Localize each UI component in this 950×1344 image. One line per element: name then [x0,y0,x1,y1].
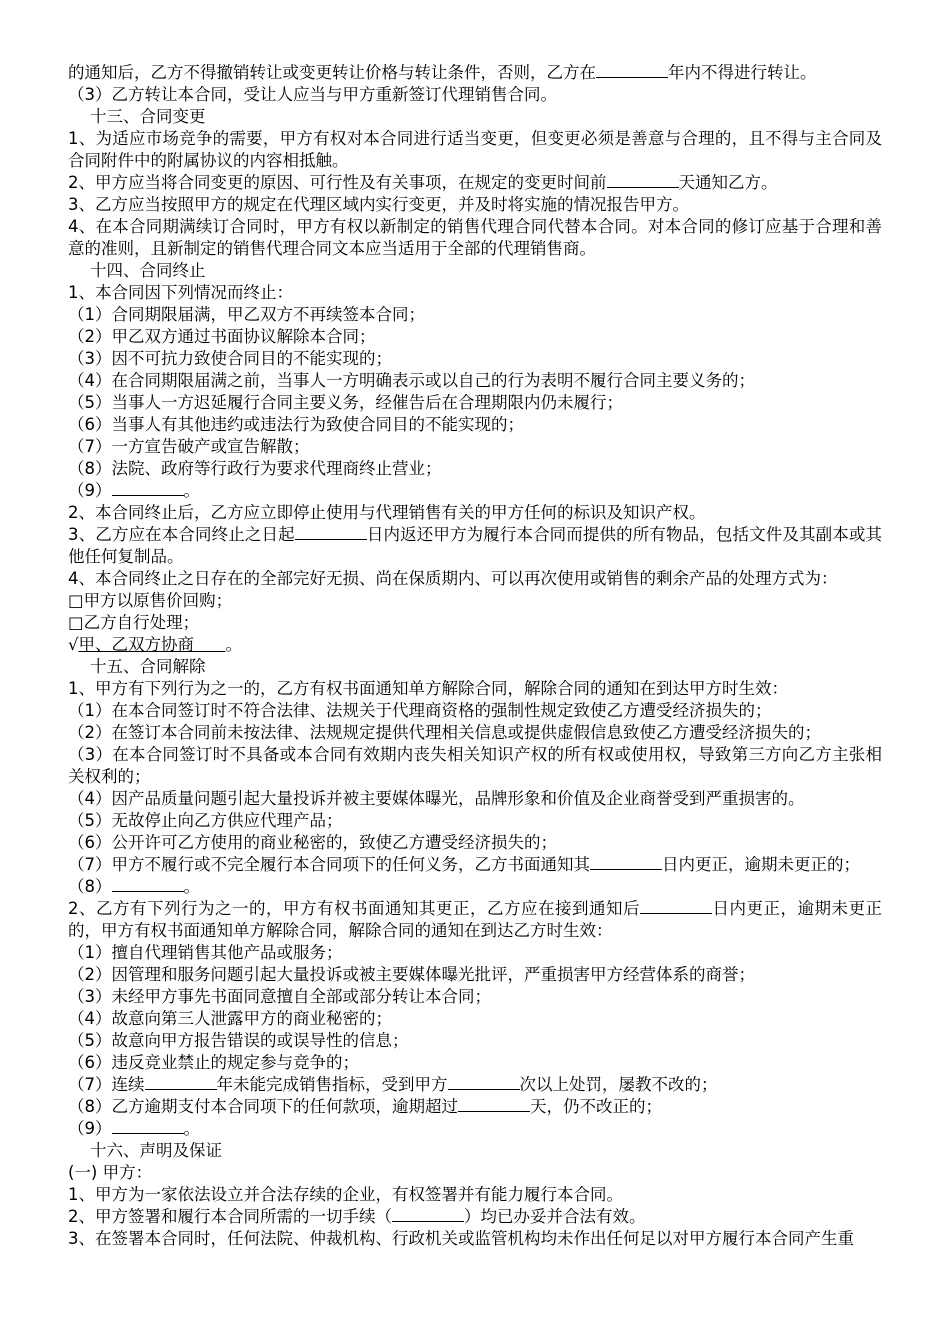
clause-16-2: 2、甲方签署和履行本合同所需的一切手续（ ）均已办妥并合法有效。 [68,1207,646,1226]
clause-13-1: 1、为适应市场竞争的需要，甲方有权对本合同进行适当变更，但变更必须是善意与合理的，且不得与主合同及合同附件中的附属协议的内容相抵触。 [68,129,882,170]
list-item: （2）甲乙双方通过书面协议解除本合同； [68,327,376,346]
list-item: （9） 。 [68,481,200,500]
fill-blank[interactable] [640,899,712,914]
clause-14-4: 4、本合同终止之日存在的全部完好无损、尚在保质期内、可以再次使用或销售的剩余产品的处理方式为： [68,569,838,588]
list-item: （2）因管理和服务问题引起大量投诉或被主要媒体曝光批评，严重损害甲方经营体系的商誉； [68,965,755,984]
list-item: （3）在本合同签订时不具备或本合同有效期内丧失相关知识产权的所有权或使用权，导致第三方向乙方主张相关权利的； [68,745,882,786]
fill-blank[interactable] [392,1207,464,1222]
clause-14-1: 1、本合同因下列情况而终止： [68,283,293,302]
list-item: （2）在签订本合同前未按法律、法规规定提供代理相关信息或提供虚假信息致使乙方遭受经济损失的； [68,723,821,742]
list-item: （7）甲方不履行或不完全履行本合同项下的任何义务，乙方书面通知其 日内更正，逾期未更正的； [68,855,860,874]
list-item: （6）违反竞业禁止的规定参与竞争的； [68,1053,359,1072]
fill-blank[interactable] [590,855,662,870]
clause-14-3: 3、乙方应在本合同终止之日起 日内返还甲方为履行本合同而提供的所有物品，包括文件及其副本或其他任何复制品。 [68,525,883,566]
clause-16-3: 3、在签署本合同时，任何法院、仲裁机构、行政机关或监管机构均未作出任何足以对甲方履行本合同产生重 [68,1229,854,1248]
list-item: （1）合同期限届满，甲乙双方不再续签本合同； [68,305,425,324]
checkbox-option-checked[interactable]: √甲、乙双方协商 。 [68,635,242,654]
section-13-title: 十三、合同变更 [90,107,206,126]
check-mark-icon: √ [68,635,79,654]
fill-blank[interactable] [458,1097,530,1112]
clause-16-1: 1、甲方为一家依法设立并合法存续的企业，有权签署并有能力履行本合同。 [68,1185,623,1204]
list-item: （9） 。 [68,1119,200,1138]
list-item: （5）无故停止向乙方供应代理产品； [68,811,343,830]
fill-blank[interactable] [607,173,679,188]
list-item: （8）法院、政府等行政行为要求代理商终止营业； [68,459,442,478]
filled-option-text: 甲、乙双方协商 [78,635,195,654]
clause-13-4: 4、在本合同期满续订合同时，甲方有权以新制定的销售代理合同代替本合同。对本合同的修订应基于合理和善意的准则，且新制定的销售代理合同文本应当适用于全部的代理销售商。 [68,217,882,258]
clause-12-2-continuation: 的通知后，乙方不得撤销转让或变更转让价格与转让条件，否则，乙方在 年内不得进行转让。 [68,63,817,82]
checkbox-option-unchecked[interactable]: □乙方自行处理； [68,613,200,632]
clause-13-2: 2、甲方应当将合同变更的原因、可行性及有关事项，在规定的变更时间前 天通知乙方。 [68,173,778,192]
list-item: （1）在本合同签订时不符合法律、法规关于代理商资格的强制性规定致使乙方遭受经济损失的； [68,701,772,720]
clause-15-2: 2、乙方有下列行为之一的，甲方有权书面通知其更正，乙方应在接到通知后 日内更正，逾期未更正的，甲方有权书面通知单方解除合同，解除合同的通知在到达乙方时生效： [68,899,882,940]
fill-blank[interactable] [112,481,184,496]
fill-blank[interactable] [596,63,668,78]
subsection-party-a: (一) 甲方： [68,1163,153,1182]
clause-15-1: 1、甲方有下列行为之一的，乙方有权书面通知单方解除合同，解除合同的通知在到达甲方时生效： [68,679,788,698]
list-item: （4）因产品质量问题引起大量投诉并被主要媒体曝光，品牌形象和价值及企业商誉受到严重损害的。 [68,789,805,808]
list-item: （5）故意向甲方报告错误的或误导性的信息； [68,1031,409,1050]
fill-blank[interactable] [145,1075,217,1090]
clause-13-3: 3、乙方应当按照甲方的规定在代理区域内实行变更，并及时将实施的情况报告甲方。 [68,195,689,214]
list-item: （6）当事人有其他违约或违法行为致使合同目的不能实现的； [68,415,524,434]
list-item: （1）擅自代理销售其他产品或服务； [68,943,343,962]
section-15-title: 十五、合同解除 [90,657,206,676]
fill-blank[interactable] [295,525,367,540]
list-item: （3）因不可抗力致使合同目的不能实现的； [68,349,392,368]
fill-blank[interactable] [112,877,184,892]
fill-blank[interactable] [112,1119,184,1134]
fill-blank[interactable] [448,1075,520,1090]
clause-12-3: （3）乙方转让本合同，受让人应当与甲方重新签订代理销售合同。 [68,85,557,104]
list-item: （7）连续 年未能完成销售指标，受到甲方 次以上处罚，屡教不改的； [68,1075,718,1094]
list-item: （8）乙方逾期支付本合同项下的任何款项，逾期超过 天，仍不改正的； [68,1097,662,1116]
clause-14-2: 2、本合同终止后，乙方应立即停止使用与代理销售有关的甲方任何的标识及知识产权。 [68,503,706,522]
section-14-title: 十四、合同终止 [90,261,206,280]
list-item: （3）未经甲方事先书面同意擅自全部或部分转让本合同； [68,987,491,1006]
list-item: （4）故意向第三人泄露甲方的商业秘密的； [68,1009,392,1028]
list-item: （4）在合同期限届满之前，当事人一方明确表示或以自己的行为表明不履行合同主要义务的； [68,371,755,390]
section-16-title: 十六、声明及保证 [90,1141,222,1160]
checkbox-option-unchecked[interactable]: □甲方以原售价回购； [68,591,233,610]
list-item: （7）一方宣告破产或宣告解散； [68,437,310,456]
list-item: （5）当事人一方迟延履行合同主要义务，经催告后在合理期限内仍未履行； [68,393,623,412]
list-item: （8） 。 [68,877,200,896]
list-item: （6）公开许可乙方使用的商业秘密的，致使乙方遭受经济损失的； [68,833,557,852]
